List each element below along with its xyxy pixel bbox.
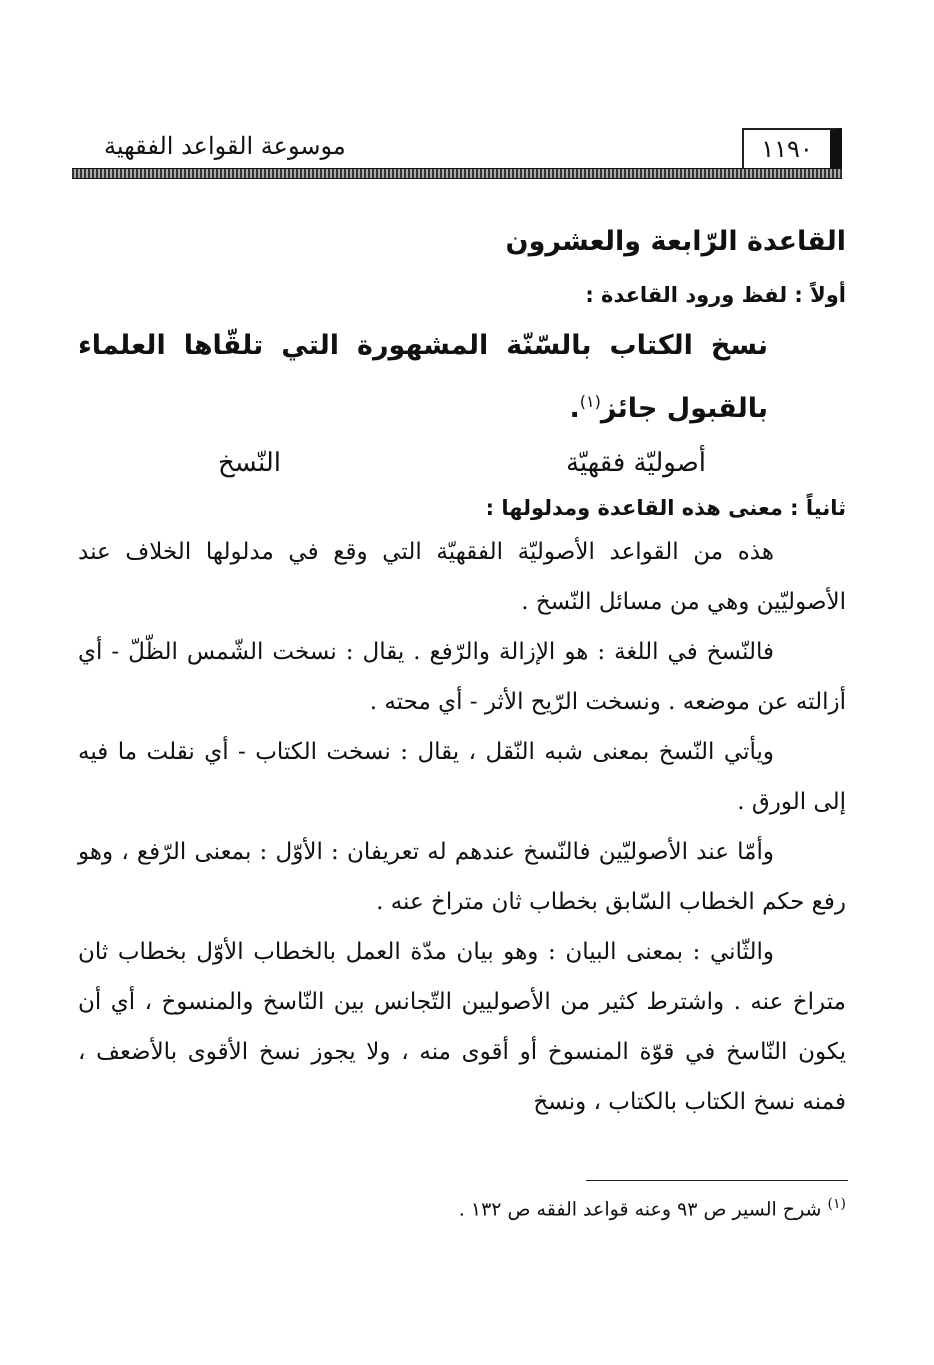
classification-topic: النّسخ <box>218 448 281 478</box>
paragraph: هذه من القواعد الأصوليّة الفقهيّة التي وقع في مدلولها الخلاف عند الأصوليّين وهي من مسائل النّسخ . <box>78 539 846 615</box>
paragraph: فالنّسخ في اللغة : هو الإزالة والرّفع . يقال : نسخت الشّمس الظّلّ - أي أزالته عن موضعه . ونسخت الرّيح الأثر - أي محته . <box>78 639 846 715</box>
paragraph: ويأتي النّسخ بمعنى شبه النّقل ، يقال : نسخت الكتاب - أي نقلت ما فيه إلى الورق . <box>78 739 846 815</box>
page-content <box>78 222 846 1127</box>
footnote-separator <box>586 1180 848 1181</box>
footnote-text: شرح السير ص ٩٣ وعنه قواعد الفقه ص ١٣٢ . <box>458 1198 822 1221</box>
page-header <box>72 118 842 180</box>
footnote <box>459 1196 846 1220</box>
page-number: ١١٩٠ <box>742 128 842 168</box>
rule-statement <box>78 318 846 437</box>
rule-statement-text: نسخ الكتاب بالسّنّة المشهورة التي تلقّاها العلماء بالقبول جائز <box>78 330 768 424</box>
book-title: موسوعة القواعد الفقهية <box>104 132 346 160</box>
footnote-reference: (١) <box>579 392 601 411</box>
rule-title: القاعدة الرّابعة والعشرون <box>505 226 846 257</box>
footnote-mark: (١) <box>827 1196 846 1212</box>
paragraph: والثّاني : بمعنى البيان : وهو بيان مدّة العمل بالخطاب الأوّل بخطاب ثان متراخ عنه . واشترط كثير من الأصوليين التّجانس بين النّاسخ والمنسوخ ، أي أن يكون النّاسخ في قوّة المنسوخ أو أقوى منه ، ولا يجوز نسخ الأقوى بالأضعف ، فمنه نسخ الكتاب بالكتاب ، ونسخ <box>78 939 846 1115</box>
classification-type: أصوليّة فقهيّة <box>565 448 706 478</box>
section-heading-meaning: ثانياً : معنى هذه القاعدة ومدلولها : <box>485 496 846 520</box>
paragraph: وأمّا عند الأصوليّين فالنّسخ عندهم له تعريفان : الأوّل : بمعنى الرّفع ، وهو رفع حكم الخطاب السّابق بخطاب ثان متراخ عنه . <box>78 839 846 915</box>
header-divider <box>72 168 842 179</box>
rule-classification <box>78 437 846 489</box>
section-heading-wording: أولاً : لفظ ورود القاعدة : <box>585 283 846 307</box>
rule-statement-end: . <box>569 393 580 424</box>
